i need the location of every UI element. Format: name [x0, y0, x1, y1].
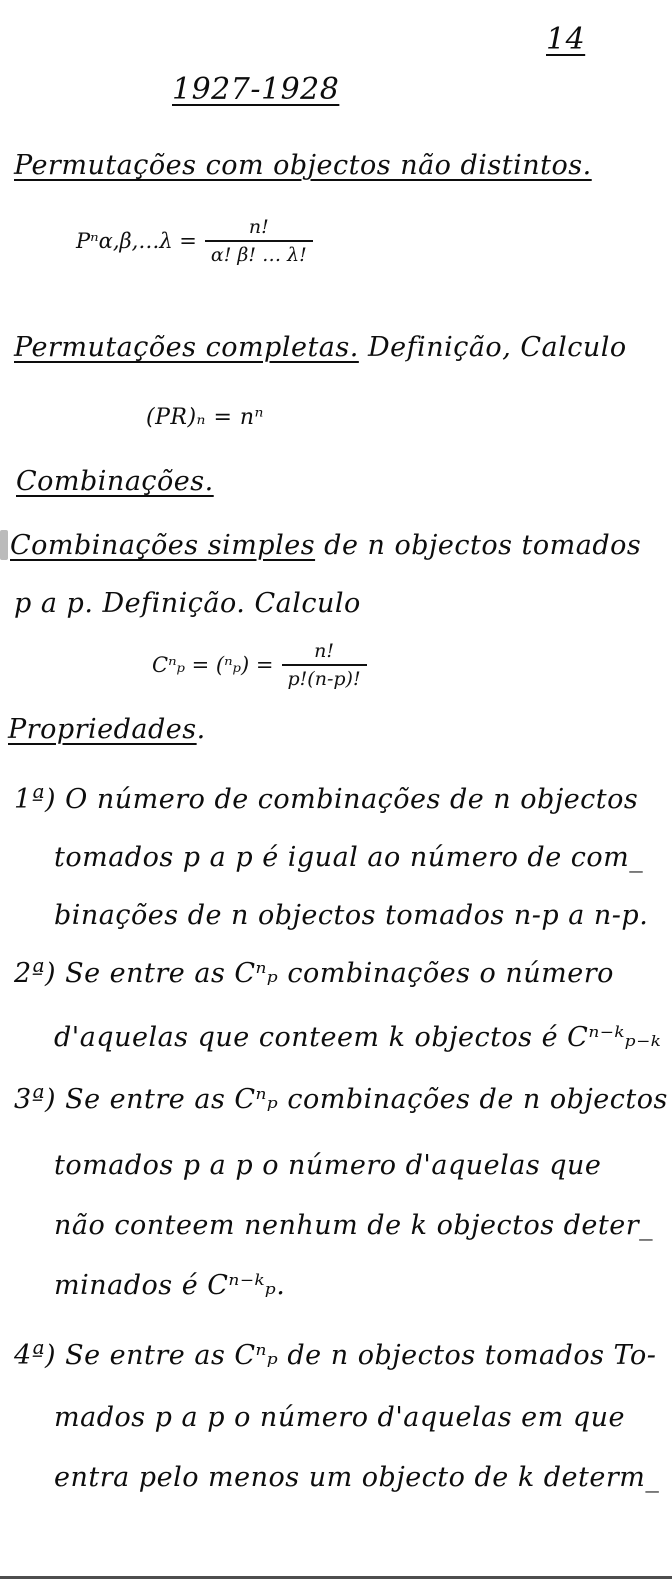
propriedades-dot: . [196, 714, 206, 745]
combinacoes-simples-rest: de n objectos tomados [324, 530, 642, 561]
property-4-line-2: mados p a p o número d'aquelas em que [54, 1402, 625, 1433]
formula-permutacoes-repeticao [76, 216, 313, 266]
formula1-lhs: Pⁿα,β,…λ = [76, 229, 197, 253]
property-4-line-1: 4ª) Se entre as Cⁿₚ de n objectos tomados To- [14, 1340, 657, 1371]
property-2-line-1: 2ª) Se entre as Cⁿₚ combinações o número [14, 958, 614, 989]
property-1-line-3: binações de n objectos tomados n-p a n-p. [54, 900, 649, 931]
property-1-line-1: 1ª) O número de combinações de n objectos [14, 784, 639, 815]
heading-combinacoes-simples [10, 530, 641, 561]
permutacoes-completas-rest: Definição, Calculo [367, 332, 627, 363]
property-1-line-2: tomados p a p é igual ao número de com_ [54, 842, 644, 873]
formula1-denominator: α! β! … λ! [210, 244, 307, 266]
formula-combinacoes-simples [152, 640, 367, 690]
text-combinacoes-simples-line2: p a p. Definição. Calculo [14, 588, 361, 619]
property-4-line-3: entra pelo menos um objecto de k determ_ [54, 1462, 660, 1493]
page-number: 14 [546, 22, 586, 57]
propriedades-title: Propriedades [8, 714, 197, 745]
formula3-lhs: Cⁿₚ = (ⁿₚ) = [152, 653, 274, 677]
formula3-fraction [282, 640, 367, 690]
bottom-edge-rule [0, 1576, 672, 1579]
formula-permutacoes-completas: (PR)ₙ = nⁿ [146, 405, 264, 430]
margin-mark [0, 530, 8, 560]
property-3-line-2: tomados p a p o número d'aquelas que [54, 1150, 602, 1181]
heading-propriedades [8, 714, 206, 745]
heading-permutacoes-nao-distintos: Permutações com objectos não distintos. [14, 150, 592, 181]
property-3-line-3: não conteem nenhum de k objectos deter_ [54, 1210, 654, 1241]
combinacoes-simples-title: Combinações simples [10, 530, 316, 561]
formula1-fraction [205, 216, 313, 266]
heading-combinacoes: Combinações. [16, 466, 214, 497]
heading-permutacoes-completas [14, 332, 627, 363]
year-heading: 1927-1928 [172, 72, 340, 107]
property-3-line-4: minados é Cⁿ⁻ᵏₚ. [54, 1270, 286, 1301]
permutacoes-completas-title: Permutações completas. [14, 332, 359, 363]
formula3-numerator: n! [314, 640, 334, 662]
formula1-numerator: n! [248, 216, 269, 238]
property-2-line-2: d'aquelas que conteem k objectos é Cⁿ⁻ᵏₚ₋ₖ [54, 1022, 662, 1053]
formula3-denominator: p!(n-p)! [287, 668, 361, 690]
property-3-line-1: 3ª) Se entre as Cⁿₚ combinações de n objectos [14, 1084, 668, 1115]
